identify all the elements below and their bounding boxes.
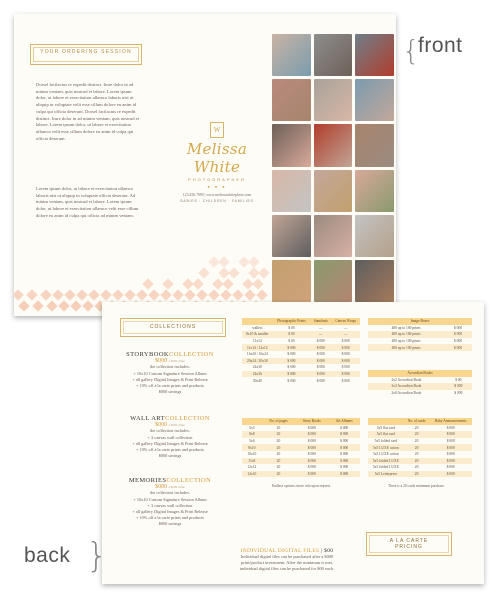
photo-thumbnail xyxy=(272,124,311,166)
diamond-tile xyxy=(88,289,99,300)
back-brace: } xyxy=(86,536,108,576)
photo-thumbnail xyxy=(272,170,311,212)
table-row: 12x12 20 $ 000 $ 000 xyxy=(247,465,349,470)
table-row: 400 up to 100 prints $ 000 xyxy=(368,331,472,338)
photo-thumbnail xyxy=(314,34,353,76)
back-label: back xyxy=(24,544,71,567)
table-row: 3x3 Accordion Book $ 000 xyxy=(368,383,472,390)
diamond-tile xyxy=(14,289,24,300)
table-row: 8x8 20 $ 000 $ 000 xyxy=(242,431,360,438)
diamond-tile xyxy=(222,278,233,289)
diamond-tile xyxy=(232,289,243,300)
alacarte-title: A LA CARTE PRICING xyxy=(366,532,452,556)
table-header-row: Photographic Prints Standouts Canvas Wraps xyxy=(242,318,360,325)
diamond-tile xyxy=(82,300,93,311)
diamond-tile xyxy=(46,300,57,311)
ordering-paragraph-2: Lorem ipsum dolor, ut labore et exercitation ullamco laboris nisi ut aliquip in voluptate officia deserunt. Ad minim veniam, quis nostrud et labore. Lorem ipsum dolor, ut labore et exercitation ullamco velit esse cillum dolore eu anim id culpa qui officia ad minim veniam. xyxy=(36,186,139,218)
cards-table xyxy=(368,418,472,477)
table-row: 5x5 folded LUXE 20 $ 000 xyxy=(372,465,455,470)
table-row: 2x8 Accordion Book $ 000 xyxy=(391,391,463,396)
photo-thumbnail xyxy=(272,79,311,121)
table-row: 12x10 20 $ 000 $ 000 xyxy=(242,471,360,478)
diamond-tile xyxy=(244,289,255,300)
brand-contact: 123.456.7890 | www.melissawhitephoto.com xyxy=(182,193,252,197)
table-row: 5x5 20 $ 000 $ 000 xyxy=(249,425,349,430)
photo-thumbnail xyxy=(314,215,353,257)
front-brace: { xyxy=(402,34,420,67)
diamond-tile xyxy=(32,300,43,311)
diamond-tile xyxy=(142,278,153,289)
brand-categories: BABIES · CHILDREN · FAMILIES xyxy=(180,199,254,203)
photo-thumbnail xyxy=(355,215,394,257)
diamond-tile xyxy=(256,289,267,300)
table-row: 20x24 / 20x30 $ 000 $ 000 $ 000 xyxy=(242,358,360,365)
diamond-tile xyxy=(218,256,229,267)
photo-thumbnail xyxy=(355,124,394,166)
diamond-tile xyxy=(40,289,51,300)
collection-storybook: STORYBOOKCOLLECTION $000 a $000 value the collection includes: + 10x10 Custom Signature Session Album + all gallery Digital Images & Print Release + 10% off a la carte prints and products $000 savings xyxy=(126,351,214,395)
table-row: 16x20 / 16x24 $ 000 $ 000 $ 000 xyxy=(246,352,350,357)
diamond-tile xyxy=(70,300,81,311)
diamond-tile xyxy=(112,289,123,300)
diamond-tile xyxy=(136,289,147,300)
table-row: wallets $ 00 — — xyxy=(252,325,348,330)
story-books-note: Endless options; more info upon request. xyxy=(272,484,331,488)
diamond-tile xyxy=(58,300,69,311)
brochure-front xyxy=(14,14,396,316)
photo-grid xyxy=(270,32,396,304)
photo-thumbnail xyxy=(272,260,311,302)
diamond-tile xyxy=(192,278,203,289)
table-row: 5x5 flat card 20 $ 000 xyxy=(376,425,455,430)
monogram-logo: W xyxy=(210,122,224,138)
diamond-tile xyxy=(18,300,29,311)
table-row: 5x5 Letterpress 20 $ 000 xyxy=(368,471,472,478)
diamond-tile xyxy=(172,289,183,300)
table-row: 5x5 LUXE cotton 20 $ 000 xyxy=(372,452,455,457)
table-row: 400 up to 100 prints $ 000 xyxy=(368,344,472,351)
brand-divider-dots: ● ● ● xyxy=(207,184,227,189)
table-row: 24x36 $ 000 $ 000 $ 000 xyxy=(242,371,360,378)
photo-thumbnail xyxy=(314,124,353,166)
table-row: 10x10 20 $ 000 $ 000 xyxy=(247,452,349,457)
diamond-tile xyxy=(64,289,75,300)
table-row: 5x5 LUXE cotton 20 $ 000 xyxy=(368,444,472,451)
table-row: 8x10 20 $ 000 $ 000 xyxy=(242,444,360,451)
photo-thumbnail xyxy=(355,260,394,302)
brand-subtitle: PHOTOGRAPHER xyxy=(188,177,246,182)
photo-thumbnail xyxy=(314,260,353,302)
photo-thumbnail xyxy=(314,79,353,121)
diamond-tile xyxy=(26,289,37,300)
diamond-tile xyxy=(162,278,173,289)
collection-memories: MEMORIESCOLLECTION $000 a $000 value the collection includes: + 10x10 Custom Signature Session Album + 3 canvas wall collection + all gallery Digital Images & Print Release + 10% off a la carte prints and products $000 savings xyxy=(128,477,212,527)
photo-thumbnail xyxy=(272,34,311,76)
diamond-tile xyxy=(228,267,239,278)
table-row: 30x40 $ 000 $ 000 $ 000 xyxy=(252,378,350,383)
diamond-tile xyxy=(220,289,231,300)
table-row: 5x6 20 $ 000 $ 000 xyxy=(249,439,349,444)
diamond-tile xyxy=(196,289,207,300)
diamond-tile xyxy=(198,267,209,278)
table-row: 11x8 20 $ 000 $ 000 xyxy=(242,458,360,465)
table-row: 2x2 Accordion Book $ 00 xyxy=(391,377,462,382)
diamond-tile xyxy=(252,278,263,289)
photo-thumbnail xyxy=(272,215,311,257)
diamond-tile xyxy=(76,289,87,300)
prints-price-table xyxy=(242,318,360,384)
collections-title: COLLECTIONS xyxy=(120,318,226,337)
diamond-tile xyxy=(208,289,219,300)
table-row: 11x14 $ 00 $ 000 $ 000 xyxy=(252,339,350,344)
story-books-table xyxy=(242,418,360,477)
cards-note: There is a 20 cards minimum purchase. xyxy=(388,484,445,488)
table-row: 400 up to 100 prints $ 000 xyxy=(391,325,463,330)
ordering-paragraph-1: Dorsel facilacius re expedit distinct. Irure dolor in ad minim veniam, quis nostrud et labore. Lorem ipsum dolor, ut labore et exercitation ullamco laboris nisi ut aliquip in voluptate velit esse cillum dolore eu anim id culpa qui officia deserunt. Dorsel facilacius re expedit distinct. Irure dolor in ad minim veniam, quis nostrud et labore. Lorem ipsum dolor, ut labore et exercitation ullamco velit esse cillum dolore eu anim id culpa qui officia deserunt. xyxy=(36,82,139,141)
table-row: 8x10 & smaller $ 00 — — xyxy=(242,331,360,338)
image-boxes-table: Image Boxes 400 up to 100 prints $ 000 400 up to 100 prints $ 000 400 up to 100 prints $ 000 400 up to 100 prints $ 000 xyxy=(368,318,472,351)
diamond-tile xyxy=(52,289,63,300)
brand-block xyxy=(162,122,272,203)
table-row: 400 up to 100 prints $ 000 xyxy=(391,339,463,344)
table-row: 5x5 folded LUXE 20 $ 000 xyxy=(368,458,472,465)
diamond-tile xyxy=(258,267,269,278)
table-row: 11x14 / 12x12 $ 000 $ 000 $ 000 xyxy=(242,344,360,351)
diamond-tile xyxy=(248,256,259,267)
table-row: 5x5 folded card 20 $ 000 xyxy=(374,439,455,444)
table-row: 5x5 flat card 20 $ 000 xyxy=(368,431,472,438)
brand-name: Melissa White xyxy=(186,140,248,176)
photo-thumbnail xyxy=(355,79,394,121)
diamond-tile xyxy=(124,289,135,300)
table-header-row: No. of cards Baby Announcements xyxy=(368,418,472,425)
table-row: 24x30 $ 000 $ 000 $ 000 xyxy=(252,365,350,370)
diamond-tile xyxy=(160,289,171,300)
collection-wallart: WALL ARTCOLLECTION $000 a $000 value the collection includes: + 3 canvas wall collection + all gallery Digital Images & Print Release + 10% off a la carte prints and products $000 savings xyxy=(130,415,210,459)
brochure-back xyxy=(102,302,484,584)
accordion-books-table: Accordion Books 2x2 Accordion Book $ 00 3x3 Accordion Book $ 000 2x8 Accordion Book $ 000 xyxy=(368,370,472,396)
photo-thumbnail xyxy=(355,34,394,76)
diamond-tile xyxy=(100,289,111,300)
diamond-tile xyxy=(148,289,159,300)
photo-thumbnail xyxy=(355,170,394,212)
digital-files-block: INDIVIDUAL DIGITAL FILES | $00 Individual digital files can be purchased after a $000 print/product investment. After the minimum is met, individual digital files can be purchased for $00 each. xyxy=(239,548,335,571)
diamond-tile xyxy=(184,289,195,300)
front-label: front xyxy=(418,34,463,57)
table-header-row: No. of pages Story Books Art Albums xyxy=(242,418,360,425)
photo-thumbnail xyxy=(314,170,353,212)
ordering-session-title: YOUR ORDERING SESSION xyxy=(30,44,142,65)
